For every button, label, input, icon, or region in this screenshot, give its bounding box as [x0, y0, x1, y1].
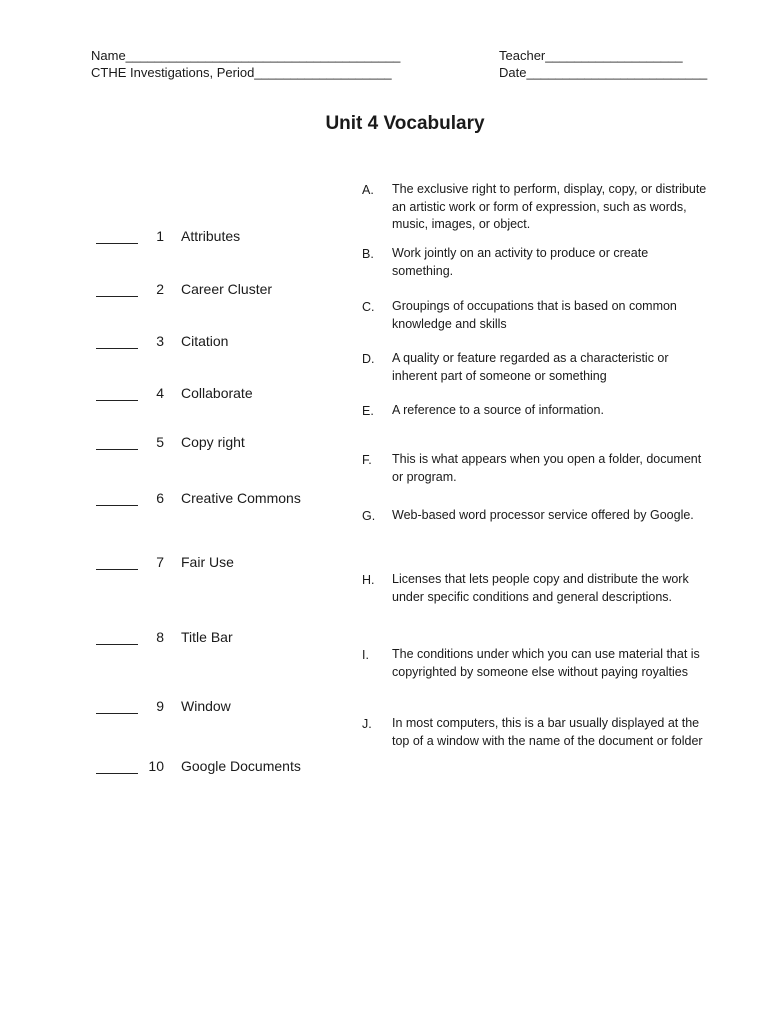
- name-field-label: Name______________________________________: [91, 48, 401, 63]
- term-word: Google Documents: [181, 758, 301, 774]
- page-title: Unit 4 Vocabulary: [325, 113, 485, 134]
- term-word: Title Bar: [181, 629, 233, 645]
- term-number: 1: [156, 228, 164, 244]
- term-number: 6: [156, 490, 164, 506]
- definition-text: The conditions under which you can use material that is copyrighted by someone else without paying royalties: [392, 647, 700, 679]
- answer-blank: [96, 505, 138, 506]
- answer-blank: [96, 296, 138, 297]
- term-word: Career Cluster: [181, 281, 273, 297]
- answer-blank: [96, 644, 138, 645]
- definition-text: In most computers, this is a bar usually displayed at the top of a window with the name of the document or folder: [392, 716, 703, 748]
- term-word: Fair Use: [181, 554, 234, 570]
- term-number: 5: [156, 434, 164, 450]
- definition-letter: I.: [362, 648, 369, 662]
- definition-text: The exclusive right to perform, display, copy, or distribute an artistic work or form of expression, such as words, music, images, or object.: [392, 182, 707, 231]
- definition-letter: C.: [362, 300, 375, 314]
- definition-text: This is what appears when you open a folder, document or program.: [392, 452, 702, 484]
- definition-text: A quality or feature regarded as a characteristic or inherent part of someone or something: [392, 351, 669, 383]
- definition-letter: J.: [362, 717, 372, 731]
- period-field-label: CTHE Investigations, Period___________________: [91, 65, 392, 80]
- term-number: 4: [156, 385, 164, 401]
- definition-text: A reference to a source of information.: [392, 403, 604, 417]
- answer-blank: [96, 400, 138, 401]
- term-number: 8: [156, 629, 164, 645]
- definition-letter: H.: [362, 573, 375, 587]
- answer-blank: [96, 713, 138, 714]
- term-word: Citation: [181, 333, 229, 349]
- term-number: 10: [148, 758, 164, 774]
- answer-blank: [96, 449, 138, 450]
- definition-letter: E.: [362, 404, 374, 418]
- term-word: Creative Commons: [181, 490, 301, 506]
- term-number: 2: [156, 281, 164, 297]
- definition-text: Web-based word processor service offered by Google.: [392, 508, 694, 522]
- answer-blank: [96, 243, 138, 244]
- date-field-label: Date_________________________: [499, 65, 708, 80]
- definition-letter: D.: [362, 352, 375, 366]
- definition-letter: A.: [362, 183, 374, 197]
- term-word: Window: [181, 698, 231, 714]
- definition-text: Work jointly on an activity to produce or create something.: [392, 246, 649, 278]
- term-word: Collaborate: [181, 385, 253, 401]
- definition-text: Licenses that lets people copy and distribute the work under specific conditions and general descriptions.: [392, 572, 689, 604]
- definition-letter: B.: [362, 247, 374, 261]
- definition-letter: F.: [362, 453, 372, 467]
- definition-text: Groupings of occupations that is based on common knowledge and skills: [392, 299, 677, 331]
- term-number: 7: [156, 554, 164, 570]
- definition-letter: G.: [362, 509, 376, 523]
- teacher-field-label: Teacher___________________: [499, 48, 683, 63]
- answer-blank: [96, 348, 138, 349]
- term-number: 3: [156, 333, 164, 349]
- term-word: Copy right: [181, 434, 245, 450]
- answer-blank: [96, 569, 138, 570]
- term-word: Attributes: [181, 228, 241, 244]
- term-number: 9: [156, 698, 164, 714]
- answer-blank: [96, 773, 138, 774]
